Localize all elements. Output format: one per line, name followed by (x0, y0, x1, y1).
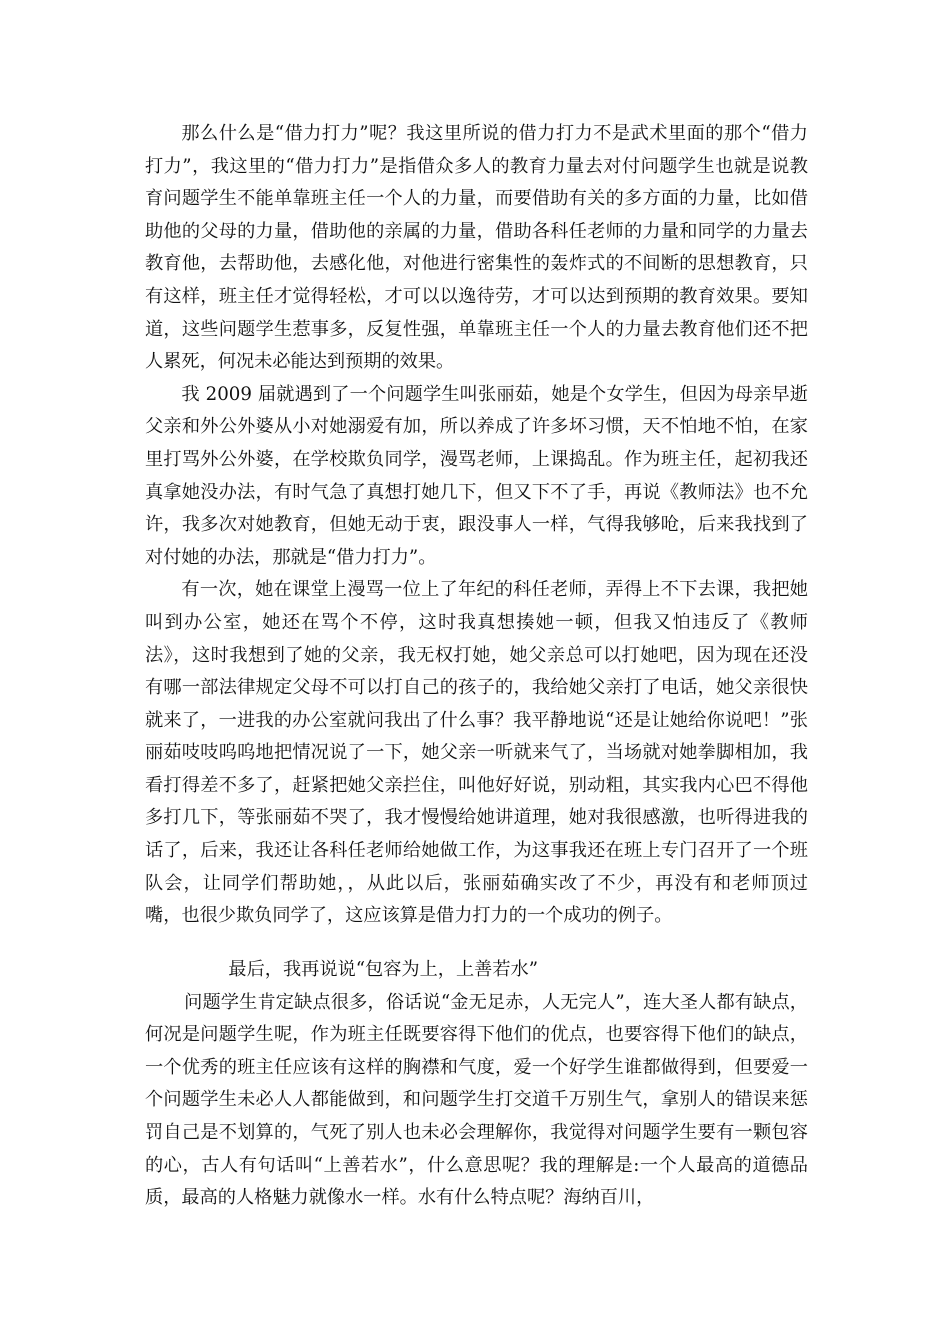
body-text-section (145, 118, 808, 933)
closing-section (145, 954, 808, 1215)
paragraph-definition: 那么什么是“借力打力”呢？我这里所说的借力打力不是武术里面的那个“借力打力”，我这里的“借力打力”是指借众多人的教育力量去对付问题学生也就是说教育问题学生不能单靠班主任一个人的力量，而要借助有关的多方面的力量，比如借助他的父母的力量，借助他的亲属的力量，借助各科任老师的力量和同学的力量去教育他，去帮助他，去感化他，对他进行密集性的轰炸式的不间断的思想教育，只有这样，班主任才觉得轻松，才可以以逸待劳，才可以达到预期的教育效果。要知道，这些问题学生惹事多，反复性强，单靠班主任一个人的力量去教育他们还不把人累死，何况未必能达到预期的效果。 (145, 123, 808, 373)
paragraph-student-story: 我 2009 届就遇到了一个问题学生叫张丽茹，她是个女学生，但因为母亲早逝父亲和外公外婆从小对她溺爱有加，所以养成了许多坏习惯，天不怕地不怕，在家里打骂外公外婆，在学校欺负同学，漫骂老师，上课捣乱。作为班主任，起初我还真拿她没办法，有时气急了真想打她几下，但又下不了手，再说《教师法》也不允许，我多次对她教育，但她无动于衷，跟没事人一样，气得我够呛，后来我找到了对付她的办法，那就是“借力打力”。 (145, 383, 808, 568)
section-heading: 最后，我再说说“包容为上，上善若水” (228, 959, 538, 980)
paragraph-classroom-incident: 有一次，她在课堂上漫骂一位上了年纪的科任老师，弄得上不下去课，我把她叫到办公室，她还在骂个不停，这时我真想揍她一顿，但我又怕违反了《教师法》，这时我想到了她的父亲，我无权打她，她父亲总可以打她吧，因为现在还没有哪一部法律规定父母不可以打自己的孩子的，我给她父亲打了电话，她父亲很快就来了，一进我的办公室就问我出了什么事？我平静地说“还是让她给你说吧！”张丽茹吱吱呜呜地把情况说了一下，她父亲一听就来气了，当场就对她拳脚相加，我看打得差不多了，赶紧把她父亲拦住，叫他好好说，别动粗，其实我内心巴不得他多打几下，等张丽茹不哭了，我才慢慢给她讲道理，她对我很感激，也听得进我的话了，后来，我还让各科任老师给她做工作，为这事我还在班上专门召开了一个班队会，让同学们帮助她，，从此以后，张丽茹确实改了不少，再没有和老师顶过嘴，也很少欺负同学了，这应该算是借力打力的一个成功的例子。 (145, 579, 808, 927)
paragraph-tolerance: 问题学生肯定缺点很多，俗话说“金无足赤，人无完人”，连大圣人都有缺点，何况是问题学生呢，作为班主任既要容得下他们的优点，也要容得下他们的缺点，一个优秀的班主任应该有这样的胸襟和气度，爱一个好学生谁都做得到，但要爱一个问题学生未必人人都能做到，和问题学生打交道千万别生气，拿别人的错误来惩罚自己是不划算的，气死了别人也未必会理解你，我觉得对问题学生要有一颗包容的心，古人有句话叫“上善若水”，什么意思呢？我的理解是:一个人最高的道德品质，最高的人格魅力就像水一样。水有什么特点呢？海纳百川， (145, 991, 808, 1209)
